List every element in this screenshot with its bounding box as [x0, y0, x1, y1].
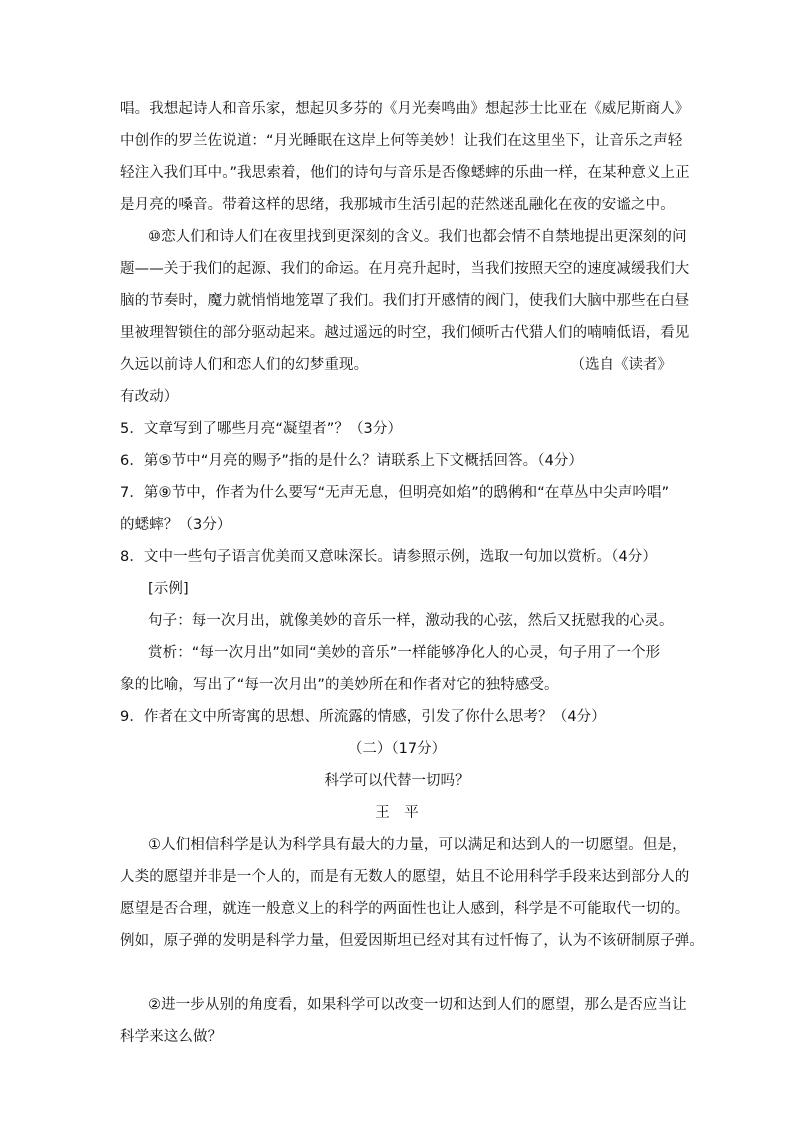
paragraph-1-start: ①人们相信科学是认为科学具有最大的力量，可以满足和达到人的一切愿望。但是，	[148, 837, 687, 853]
paragraph-10-start: ⑩恋人们和诗人们在夜里找到更深刻的含义。我们也都会情不自禁地提出更深刻的问	[148, 229, 687, 245]
section-header: （二）（17分）	[347, 741, 447, 757]
passage-line: 脑的节奏时，魔力就悄悄地笼罩了我们。我们打开感情的阀门，使我们大脑中那些在白昼	[120, 293, 690, 309]
passage-line: 题——关于我们的起源、我们的命运。在月亮升起时，当我们按照天空的速度减缓我们大	[120, 261, 690, 277]
question-7-continued: 的蟋蟀？（3分）	[120, 517, 232, 533]
example-analysis: 赏析：“每一次月出”如同“美妙的音乐”一样能够净化人的心灵，句子用了一个形	[148, 645, 661, 661]
article-title: 科学可以代替一切吗？	[324, 773, 470, 789]
example-sentence: 句子：每一次月出，就像美妙的音乐一样，激动我的心弦，然后又抚慰我的心灵。	[148, 613, 674, 629]
article-line: 科学来这么做？	[120, 1029, 223, 1045]
article-line: 人类的愿望并非是一个人的，而是有无数人的愿望，姑且不论用科学手段来达到部分人的	[120, 869, 690, 885]
article-line: 愿望是否合理，就连一般意义上的科学的两面性也让人感到，科学是不可能取代一切的。	[120, 901, 690, 917]
paragraph-2-start: ②进一步从别的角度看，如果科学可以改变一切和达到人们的愿望，那么是否应当让	[148, 997, 687, 1013]
passage-line: 久远以前诗人们和恋人们的幻梦重现。	[120, 357, 369, 373]
source-note: （选自《读者》	[570, 357, 672, 373]
example-label: [示例]	[148, 581, 189, 597]
passage-line: 轻注入我们耳中。”我思索着，他们的诗句与音乐是否像蟋蟀的乐曲一样，在某种意义上正	[120, 165, 690, 181]
article-line: 例如，原子弹的发明是科学力量，但爱因斯坦已经对其有过忏悔了，认为不该研制原子弹。	[120, 933, 704, 949]
question-5: 5．文章写到了哪些月亮“凝望者”？（3分）	[120, 421, 403, 437]
question-8: 8．文中一些句子语言优美而又意味深长。请参照示例，选取一句加以赏析。（4分）	[120, 549, 657, 565]
passage-line: 是月亮的嗓音。带着这样的思绪，我那城市生活引起的茫然迷乱融化在夜的安谧之中。	[120, 197, 675, 213]
question-6: 6．第⑤节中“月亮的赐予”指的是什么？请联系上下文概括回答。（4分）	[120, 453, 584, 469]
passage-line: 中创作的罗兰佐说道：“月光睡眠在这岸上何等美妙！让我们在这里坐下，让音乐之声轻	[120, 133, 683, 149]
passage-line: 唱。我想起诗人和音乐家，想起贝多芬的《月光奏鸣曲》想起莎士比亚在《威尼斯商人》	[120, 101, 690, 117]
example-analysis-continued: 象的比喻，写出了“每一次月出”的美妙所在和作者对它的独特感受。	[120, 677, 559, 693]
source-note-continued: 有改动）	[120, 389, 179, 405]
article-author: 王 平	[375, 805, 419, 821]
passage-line: 里被理智锁住的部分驱动起来。越过遥远的时空，我们倾听古代猎人们的喃喃低语，看见	[120, 325, 690, 341]
question-9: 9．作者在文中所寄寓的思想、所流露的情感，引发了你什么思考？（4分）	[120, 709, 606, 725]
question-7: 7．第⑨节中，作者为什么要写“无声无息，但明亮如焰”的鸱鸺和“在草丛中尖声吟唱”	[120, 485, 670, 501]
